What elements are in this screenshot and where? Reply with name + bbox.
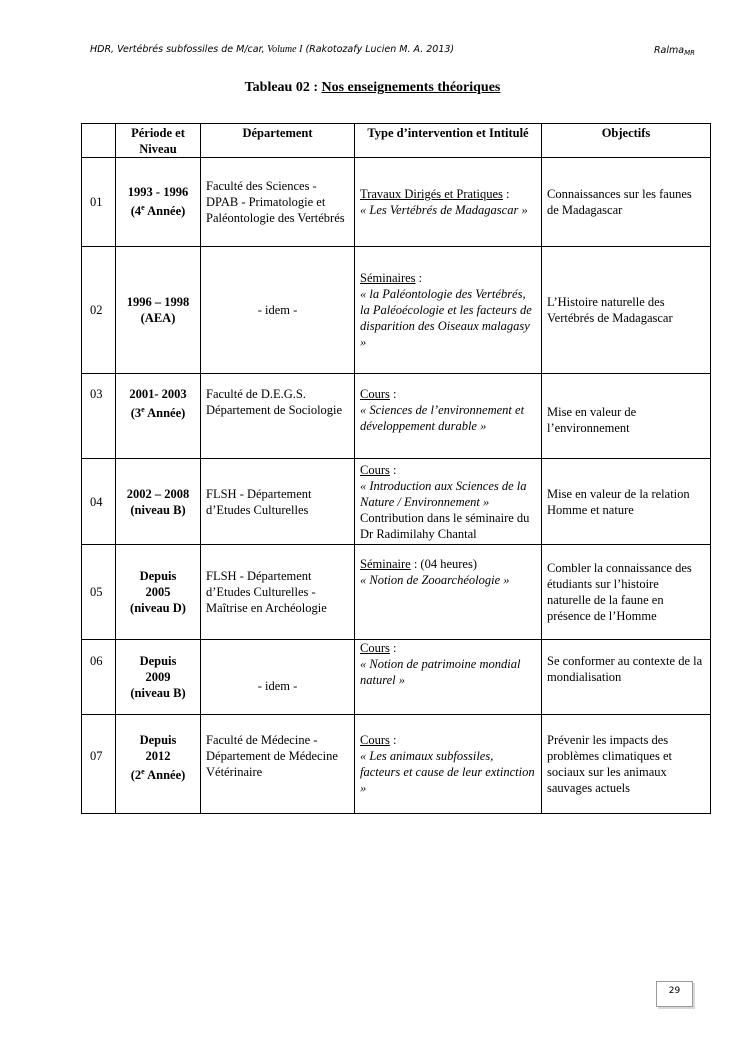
row-type xyxy=(355,640,542,715)
table-header-row xyxy=(82,124,711,158)
type-text: « Sciences de l’environnement et développement durable » xyxy=(360,403,525,433)
row-periode xyxy=(116,247,201,374)
row-departement: FLSH - Département d’Etudes Culturelles - Maîtrise en Archéologie xyxy=(201,545,355,640)
periode-level xyxy=(118,764,198,783)
row-number: 03 xyxy=(82,374,116,459)
header-volume: Volume I xyxy=(264,44,303,55)
type-sep: : xyxy=(389,733,397,747)
type-text: « Notion de Zooarchéologie » xyxy=(360,573,510,587)
type-text: « Introduction aux Sciences de la Nature / Environnement » xyxy=(360,478,527,509)
type-sep: : xyxy=(389,387,397,401)
row-periode xyxy=(116,715,201,814)
periode-year: 2009 xyxy=(145,670,171,684)
row-objectifs: Prévenir les impacts des problèmes climatiques et sociaux sur les animaux sauvages actuels xyxy=(542,715,711,814)
row-number: 05 xyxy=(82,545,116,640)
periode-level: (niveau D) xyxy=(130,601,186,615)
periode-year: 2012 xyxy=(145,749,171,763)
type-extra: Contribution dans le séminaire du Dr Radimilahy Chantal xyxy=(360,510,530,541)
header-cell-departement: Département xyxy=(201,124,355,158)
table-row xyxy=(82,247,711,374)
table-row xyxy=(82,545,711,640)
row-type xyxy=(355,545,542,640)
row-periode xyxy=(116,459,201,545)
header-cell-num xyxy=(82,124,116,158)
periode-level-sup: e xyxy=(141,203,145,213)
type-text: « Les Vertébrés de Madagascar » xyxy=(360,203,528,217)
row-type xyxy=(355,459,542,545)
periode-level-sup: e xyxy=(141,405,145,414)
type-text: « Notion de patrimoine mondial naturel » xyxy=(360,657,521,687)
row-objectifs: Connaissances sur les faunes de Madagascar xyxy=(542,158,711,247)
type-sep: : (04 heures) xyxy=(410,557,477,571)
type-text: « Les animaux subfossiles, facteurs et cause de leur extinction » xyxy=(360,749,535,795)
row-departement: Faculté de Médecine - Département de Médecine Vétérinaire xyxy=(201,715,355,814)
teaching-table xyxy=(81,123,711,814)
periode-level: (AEA) xyxy=(140,311,176,325)
row-objectifs: Se conformer au contexte de la mondialisation xyxy=(542,640,711,715)
table-row xyxy=(82,640,711,715)
header-title: HDR, Vertébrés subfossiles de M/car, xyxy=(90,44,265,55)
row-periode xyxy=(116,640,201,715)
row-number: 06 xyxy=(82,640,116,715)
row-number: 07 xyxy=(82,715,116,814)
periode-level: (niveau B) xyxy=(130,502,186,517)
periode-years: 1993 - 1996 xyxy=(127,185,189,200)
type-label: Séminaires xyxy=(360,271,416,285)
table-caption xyxy=(0,80,745,96)
header-right xyxy=(654,45,695,57)
periode-level xyxy=(118,402,198,421)
row-type xyxy=(355,158,542,247)
type-label: Cours xyxy=(360,641,390,655)
periode-level-a: (3 xyxy=(130,406,142,421)
periode-year: 2005 xyxy=(145,585,171,599)
row-periode xyxy=(116,158,201,247)
table-row xyxy=(82,374,711,459)
row-periode xyxy=(116,374,201,459)
row-departement: Faculté de D.E.G.S. Département de Sociologie xyxy=(201,374,355,459)
periode-since: Depuis xyxy=(139,654,177,668)
table-caption-prefix: Tableau 02 : xyxy=(244,80,322,95)
row-type xyxy=(355,374,542,459)
table-caption-text: Nos enseignements théoriques xyxy=(321,80,501,95)
row-objectifs: L’Histoire naturelle des Vertébrés de Madagascar xyxy=(542,247,711,374)
periode-years: 1996 – 1998 xyxy=(126,295,190,309)
row-periode xyxy=(116,545,201,640)
row-number: 01 xyxy=(82,158,116,247)
type-sep: : xyxy=(389,641,397,655)
running-header xyxy=(90,44,695,60)
header-cell-periode: Période et Niveau xyxy=(116,124,201,158)
header-cell-objectifs: Objectifs xyxy=(542,124,711,158)
row-departement: FLSH - Département d’Etudes Culturelles xyxy=(201,459,355,545)
row-departement: - idem - xyxy=(201,247,355,374)
type-label: Séminaire xyxy=(360,557,411,571)
page-number: 29 xyxy=(656,981,693,1007)
type-label: Cours xyxy=(360,387,390,401)
periode-level-sup: e xyxy=(141,767,145,776)
row-objectifs: Mise en valeur de la relation Homme et nature xyxy=(542,459,711,545)
type-label: Travaux Dirigés et Pratiques xyxy=(360,187,503,201)
periode-level-a: (2 xyxy=(130,768,142,783)
periode-since: Depuis xyxy=(139,733,177,747)
header-author: (Rakotozafy Lucien M. A. 2013) xyxy=(302,44,455,55)
row-type xyxy=(355,247,542,374)
periode-level-b: Année) xyxy=(144,406,186,421)
type-sep: : xyxy=(415,271,423,285)
header-cell-type: Type d’intervention et Intitulé xyxy=(355,124,542,158)
row-departement: Faculté des Sciences - DPAB - Primatologie et Paléontologie des Vertébrés xyxy=(201,158,355,247)
table-row xyxy=(82,459,711,545)
periode-level-b: Année) xyxy=(144,204,186,219)
periode-level: (niveau B) xyxy=(130,686,186,700)
header-left xyxy=(90,44,454,55)
type-sep: : xyxy=(502,187,510,201)
periode-level xyxy=(118,200,198,219)
periode-since: Depuis xyxy=(139,569,177,583)
row-type xyxy=(355,715,542,814)
row-number: 04 xyxy=(82,459,116,545)
periode-level-a: (4 xyxy=(130,204,142,219)
table-row xyxy=(82,158,711,247)
periode-years: 2002 – 2008 xyxy=(126,486,190,501)
periode-level-b: Année) xyxy=(144,768,186,783)
type-sep: : xyxy=(389,462,397,477)
type-text: « la Paléontologie des Vertébrés, la Paléoécologie et les facteurs de disparition des Oiseaux malagasy » xyxy=(360,287,532,349)
header-initials-sub: MR xyxy=(684,49,695,57)
row-departement: - idem - xyxy=(201,640,355,715)
periode-years: 2001- 2003 xyxy=(129,387,187,401)
table-row xyxy=(82,715,711,814)
row-objectifs: Mise en valeur de l’environnement xyxy=(542,374,711,459)
header-initials: Ralma xyxy=(653,45,685,56)
row-number: 02 xyxy=(82,247,116,374)
type-label: Cours xyxy=(360,462,390,477)
type-label: Cours xyxy=(360,733,390,747)
row-objectifs: Combler la connaissance des étudiants sur l’histoire naturelle de la faune en présence de l’Homme xyxy=(542,545,711,640)
